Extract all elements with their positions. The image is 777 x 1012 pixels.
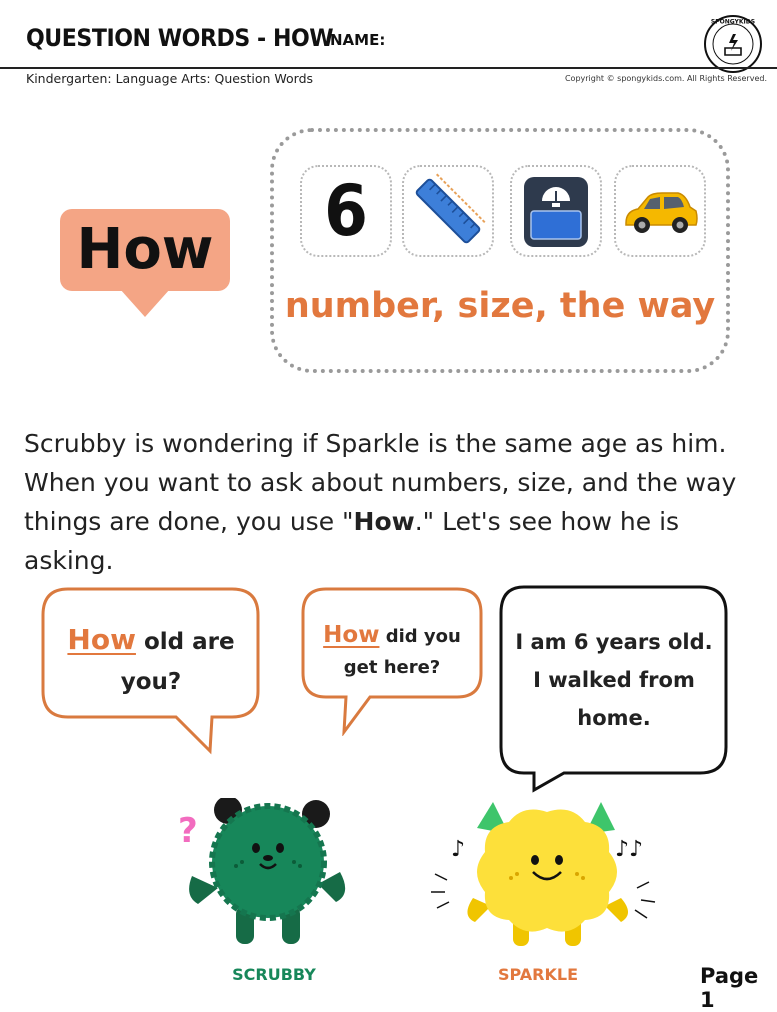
scrubby-label: SCRUBBY [232, 965, 316, 984]
car-card [614, 165, 706, 257]
bubble-2-how: How [323, 622, 380, 648]
sparkle-character [425, 800, 675, 950]
sparkle-label: SPARKLE [497, 965, 578, 984]
page-number: Page 1 [700, 964, 759, 1012]
scale-card [510, 165, 602, 257]
paragraph-text-end: ." Let's see how he is asking. [24, 507, 680, 575]
spongykids-logo [703, 14, 763, 74]
bubble-3-text [502, 623, 726, 737]
scale-icon [512, 167, 600, 255]
svg-text:SPONGYKIDS: SPONGYKIDS [710, 18, 756, 26]
bubble-3-line2: I walked from [533, 668, 695, 692]
header-divider [0, 67, 777, 69]
music-note-icon: ♪ [451, 837, 466, 862]
copyright: Copyright © spongykids.com. All Rights Reserved. [564, 74, 767, 83]
bubble-3-line3: home. [577, 706, 651, 730]
bubble-1-how: How [67, 623, 136, 656]
bubble-2-text [303, 620, 481, 683]
number-six: 6 [324, 170, 368, 252]
bubble-1-text [46, 620, 256, 702]
music-notes-icon: ♪♪ [615, 837, 644, 862]
bubble-2-line2: get here? [343, 657, 441, 678]
bubble-2-line1: did you [379, 626, 461, 647]
concept-caption: number, size, the way [284, 286, 716, 326]
explanation-paragraph [24, 424, 764, 580]
worksheet-title: QUESTION WORDS - HOW [26, 24, 334, 52]
ruler-card [402, 165, 494, 257]
bubble-1-line1: old are [135, 629, 235, 655]
bubble-3-line1: I am 6 years old. [515, 630, 713, 654]
scrubby-character [170, 798, 360, 948]
paragraph-bold-how: How [353, 507, 415, 536]
paragraph-text-start: Scrubby is wondering if Sparkle is the same age as him. When you want to ask about numbers, size, and the way things are done, you use " [24, 429, 737, 536]
how-word-label: How [76, 217, 214, 282]
breadcrumb: Kindergarten: Language Arts: Question Words [26, 71, 314, 86]
car-icon [616, 167, 704, 255]
question-mark-icon: ? [178, 811, 198, 851]
bubble-1-line2: you? [120, 669, 182, 695]
name-label: NAME: [330, 31, 386, 49]
ruler-icon [404, 167, 492, 255]
